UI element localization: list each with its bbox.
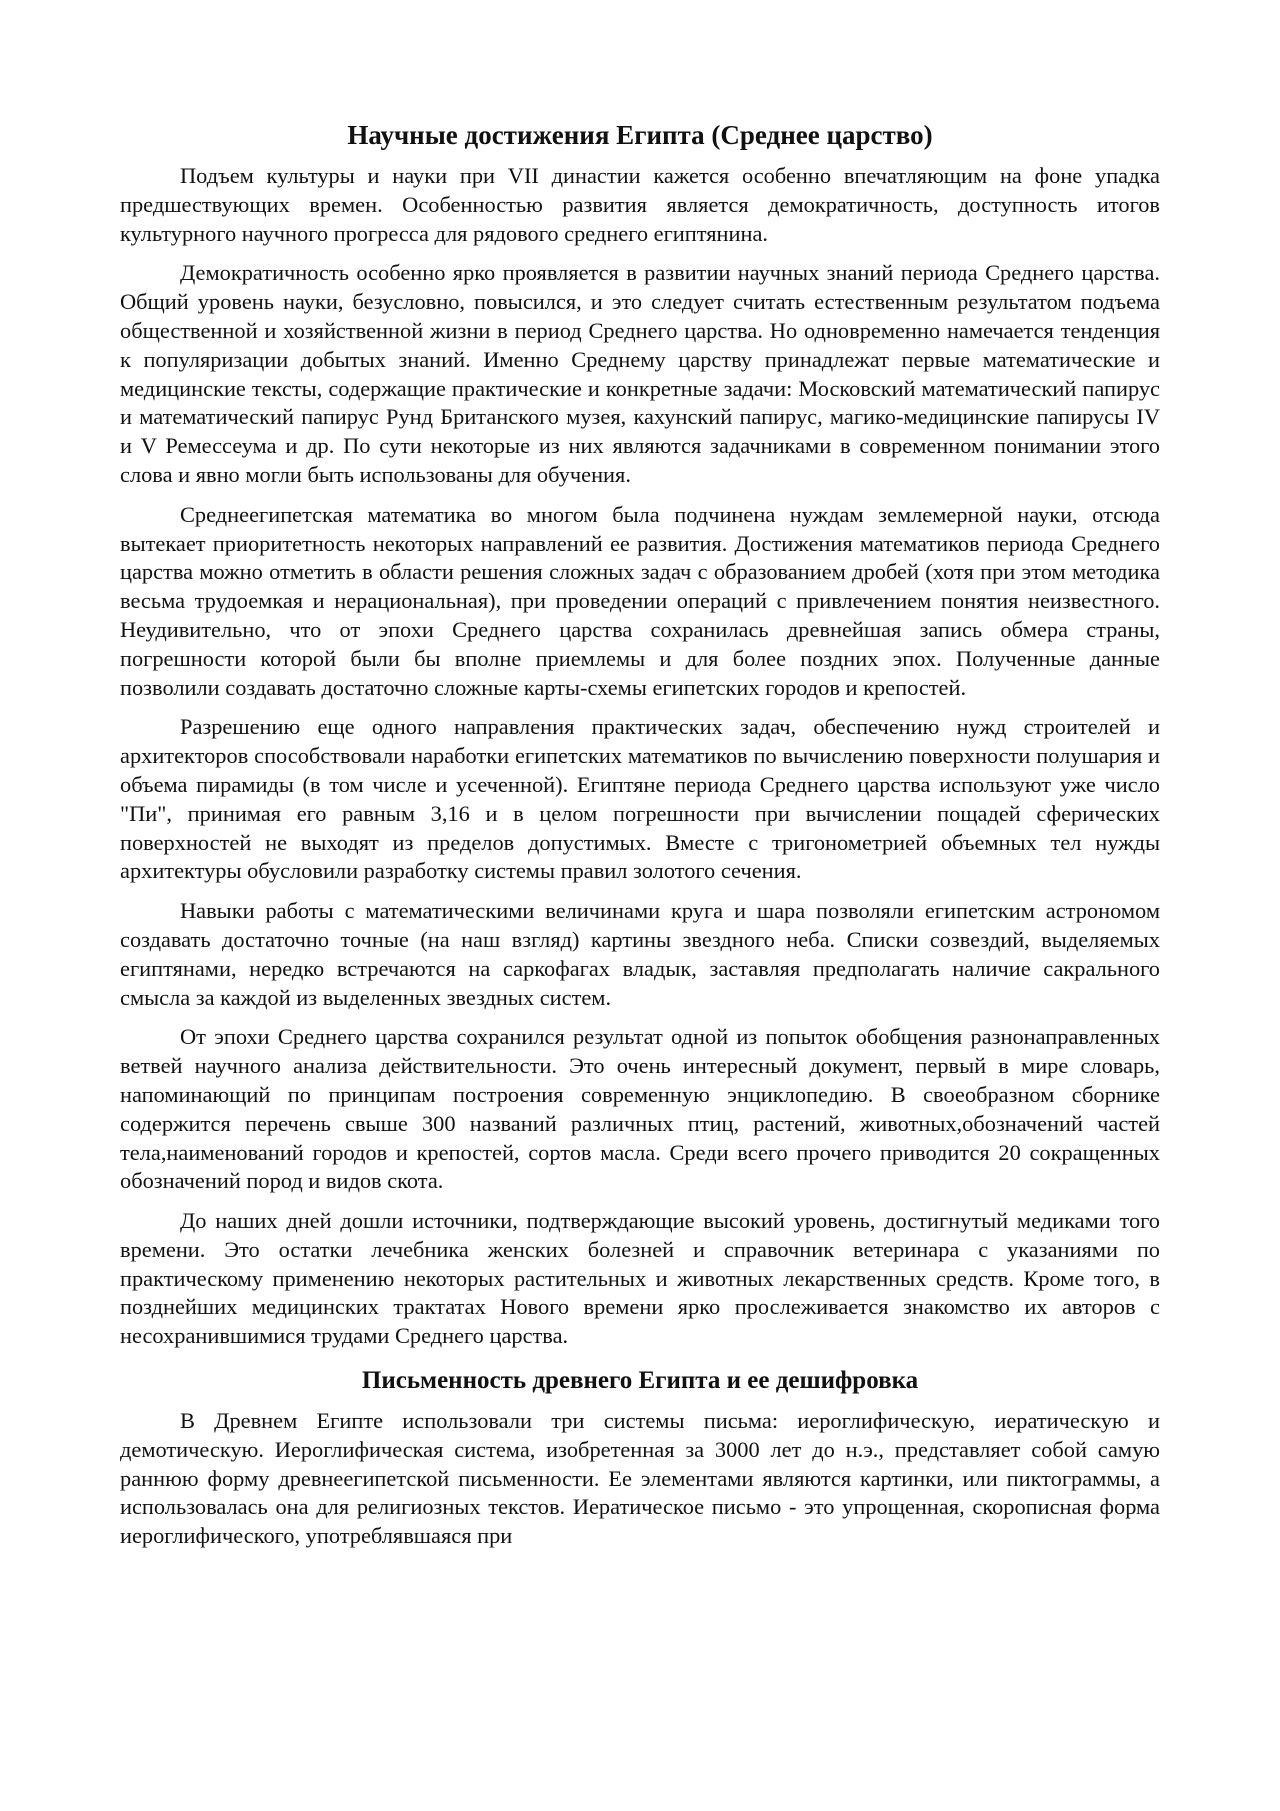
paragraph: Разрешению еще одного направления практических задач, обеспечению нужд строителей и архитекторов способствовали наработки египетских математиков по вычислению поверхности полушария и объема пирамиды (в том числе и усеченной). Египтяне периода Среднего царства используют уже число "Пи", принимая его равным 3,16 и в целом погрешности при вычислении пощадей сферических поверхностей не выходят из пределов допустимых. Вместе с тригонометрией объемных тел нужды архитектуры обусловили разработку системы правил золотого сечения. <box>120 714 1160 884</box>
document-page <box>120 118 1160 1551</box>
paragraph: Демократичность особенно ярко проявляется в развитии научных знаний периода Среднего царства. Общий уровень науки, безусловно, повысился, и это следует считать естественным результатом подъема общественной и хозяйственной жизни в период Среднего царства. Но одновременно намечается тенденция к популяризации добытых знаний. Именно Среднему царству принадлежат первые математические и медицинские тексты, содержащие практические и конкретные задачи: Московский математический папирус и математический папирус Рунд Британского музея, кахунский папирус, магико-медицинские папирусы IV и V Ремессеума и др. По сути некоторые из них являются задачниками в современном понимании этого слова и явно могли быть использованы для обучения. <box>120 260 1160 487</box>
paragraph: В Древнем Египте использовали три системы письма: иероглифическую, иератическую и демотическую. Иероглифическая система, изобретенная за 3000 лет до н.э., представляет собой самую раннюю форму древнеегипетской письменности. Ее элементами являются картинки, или пиктограммы, а использовалась она для религиозных текстов. Иератическое письмо - это упрощенная, скорописная форма иероглифического, употреблявшаяся при <box>120 1408 1160 1549</box>
paragraph: Подъем культуры и науки при VII династии кажется особенно впечатляющим на фоне упадка предшествующих времен. Особенностью развития является демократичность, доступность итогов культурного научного прогресса для рядового среднего египтянина. <box>120 163 1160 246</box>
paragraph: Среднеегипетская математика во многом была подчинена нуждам землемерной науки, отсюда вытекает приоритетность некоторых направлений ее развития. Достижения математиков периода Среднего царства можно отметить в области решения сложных задач с образованием дробей (хотя при этом методика весьма трудоемкая и нерациональная), при проведении операций с привлечением понятия неизвестного. Неудивительно, что от эпохи Среднего царства сохранилась древнейшая запись обмера страны, погрешности которой были бы вполне приемлемы и для более поздних эпох. Полученные данные позволили создавать достаточно сложные карты-схемы египетских городов и крепостей. <box>120 501 1160 700</box>
section-heading: Письменность древнего Египта и ее дешифровка <box>361 1367 919 1395</box>
page-title: Научные достижения Египта (Среднее царство) <box>347 120 933 150</box>
paragraph: От эпохи Среднего царства сохранился результат одной из попыток обобщения разнонаправленных ветвей научного анализа действительности. Это очень интересный документ, первый в мире словарь, напоминающий по принципам построения современную энциклопедию. В своеобразном сборнике содержится перечень свыше 300 названий различных птиц, растений, животных,обозначений частей тела,наименований городов и крепостей, сортов масла. Среди всего прочего приводится 20 сокращенных обозначений пород и видов скота. <box>120 1024 1160 1194</box>
paragraph: До наших дней дошли источники, подтверждающие высокий уровень, достигнутый медиками того времени. Это остатки лечебника женских болезней и справочник ветеринара с указаниями по практическому применению некоторых растительных и животных лекарственных средств. Кроме того, в позднейших медицинских трактатах Нового времени ярко прослеживается знакомство их авторов с несохранившимися трудами Среднего царства. <box>120 1208 1160 1349</box>
paragraph: Навыки работы с математическими величинами круга и шара позволяли египетским астрономом создавать достаточно точные (на наш взгляд) картины звездного неба. Списки созвездий, выделяемых египтянами, нередко встречаются на саркофагах владык, заставляя предполагать наличие сакрального смысла за каждой из выделенных звездных систем. <box>120 898 1160 1010</box>
